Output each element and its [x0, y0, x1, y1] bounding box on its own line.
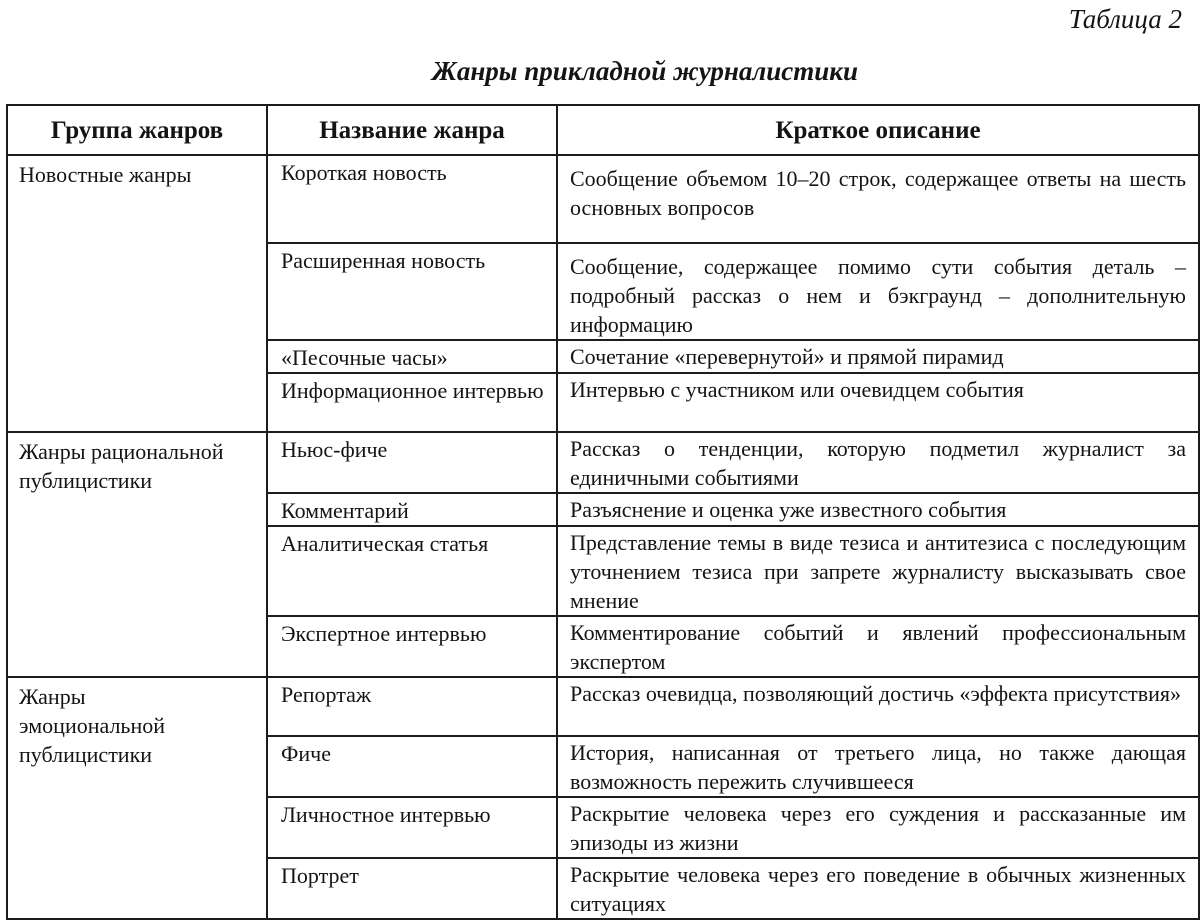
- genre-description: Комментирование событий и явлений профессиональным экспертом: [570, 620, 1186, 674]
- header-description: Краткое описание: [557, 105, 1199, 155]
- genre-description: Раскрытие человека через его суждения и рассказанные им эпизоды из жизни: [570, 801, 1186, 855]
- genre-name: Репортаж: [281, 682, 372, 707]
- header-genre-group: Группа жанров: [7, 105, 267, 155]
- genre-name: Личностное интервью: [281, 802, 491, 827]
- genres-table: [6, 104, 1200, 920]
- genre-description: Разъяснение и оценка уже известного события: [570, 497, 1007, 522]
- genre-cell: [267, 526, 557, 616]
- genre-cell: [267, 797, 557, 858]
- description-cell: [557, 243, 1199, 340]
- table-row: [7, 432, 1199, 493]
- group-cell-rational: [7, 432, 267, 677]
- genre-cell: [267, 616, 557, 677]
- genre-name: Экспертное интервью: [281, 621, 487, 646]
- genre-name: Информационное интервью: [281, 378, 544, 403]
- genre-name: «Песочные часы»: [281, 345, 448, 370]
- genre-cell: [267, 736, 557, 797]
- genre-description: Раскрытие человека через его поведение в обычных жизненных ситуациях: [570, 862, 1186, 916]
- genre-name: Комментарий: [281, 498, 409, 523]
- genre-name: Ньюс-фиче: [281, 437, 388, 462]
- description-cell: [557, 340, 1199, 373]
- genre-cell: [267, 243, 557, 340]
- description-cell: [557, 736, 1199, 797]
- genre-name: Портрет: [281, 863, 359, 888]
- description-cell: [557, 373, 1199, 432]
- description-cell: [557, 858, 1199, 919]
- genre-cell: [267, 493, 557, 526]
- genre-cell: [267, 340, 557, 373]
- genre-description: Интервью с участником или очевидцем события: [570, 377, 1024, 402]
- description-cell: [557, 526, 1199, 616]
- description-cell: [557, 677, 1199, 736]
- description-cell: [557, 493, 1199, 526]
- header-row: [7, 105, 1199, 155]
- genre-cell: [267, 677, 557, 736]
- group-name: Новостные жанры: [19, 162, 192, 187]
- genre-description: Сообщение объемом 10–20 строк, содержащее ответы на шесть основных вопросов: [570, 166, 1186, 220]
- group-name: Жанры рациональной публицистики: [19, 439, 224, 493]
- description-cell: [557, 432, 1199, 493]
- table-row: [7, 677, 1199, 736]
- genre-name: Фиче: [281, 741, 331, 766]
- table-row: [7, 155, 1199, 243]
- genre-name: Аналитическая статья: [281, 531, 489, 556]
- group-cell-news: [7, 155, 267, 432]
- header-genre-name: Название жанра: [267, 105, 557, 155]
- genre-cell: [267, 373, 557, 432]
- genre-description: Сочетание «перевернутой» и прямой пирамид: [570, 344, 1004, 369]
- genre-cell: [267, 858, 557, 919]
- genre-description: История, написанная от третьего лица, но также дающая возможность пережить случившееся: [570, 740, 1186, 794]
- genre-description: Сообщение, содержащее помимо сути события деталь – подробный рассказ о нем и бэкграунд – дополнительную информацию: [570, 254, 1186, 337]
- genre-name: Короткая новость: [281, 160, 447, 185]
- table-number-label: Таблица 2: [1068, 4, 1182, 34]
- description-cell: [557, 797, 1199, 858]
- description-cell: [557, 155, 1199, 243]
- genre-description: Рассказ очевидца, позволяющий достичь «эффекта присутствия»: [570, 681, 1181, 706]
- genre-name: Расширенная новость: [281, 248, 486, 273]
- group-cell-emotional: [7, 677, 267, 919]
- table-title: Жанры прикладной журналистики: [432, 56, 858, 86]
- genre-cell: [267, 155, 557, 243]
- genre-description: Рассказ о тенденции, которую подметил журналист за единичными событиями: [570, 436, 1186, 490]
- description-cell: [557, 616, 1199, 677]
- group-name: Жанры эмоциональной публицистики: [19, 684, 166, 767]
- genre-description: Представление темы в виде тезиса и антитезиса с последующим уточнением тезиса при запрете журналисту высказывать свое мнение: [570, 530, 1186, 613]
- genre-cell: [267, 432, 557, 493]
